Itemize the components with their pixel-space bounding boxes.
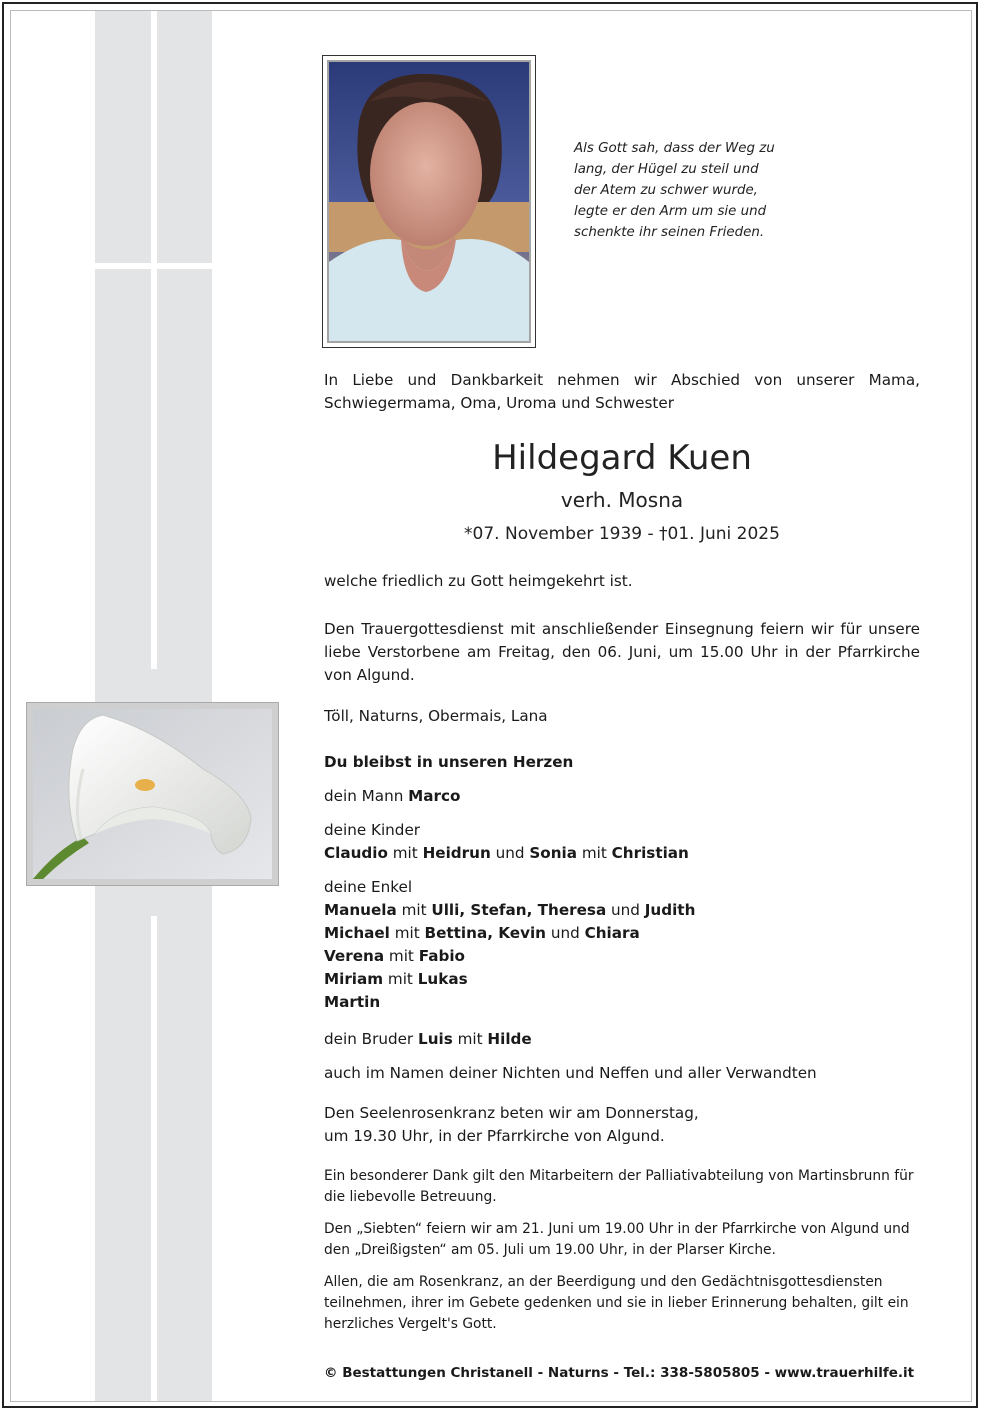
thanks-palliative: Ein besonderer Dank gilt den Mitarbeitern der Palliativabteilung von Martinsbrunn für die liebevolle Betreuung. [324, 1168, 914, 1205]
footer-credit: © Bestattungen Christanell - Naturns - Tel.: 338-5805805 - www.trauerhilfe.it [324, 1365, 915, 1381]
calla-lily-image [33, 709, 272, 879]
married-name: verh. Mosna [560, 488, 684, 512]
rosary-text: Den Seelenrosenkranz beten wir am Donnerstag, um 19.30 Uhr, in der Pfarrkirche von Algund. [324, 1104, 699, 1145]
husband-line: dein Mann Marco [324, 787, 461, 805]
heart-line: Du bleibst in unseren Herzen [324, 753, 574, 771]
relatives-line: auch im Namen deiner Nichten und Neffen und aller Verwandten [324, 1064, 817, 1082]
grandchildren-section: deine Enkel Manuela mit Ulli, Stefan, Theresa und Judith Michael mit Bettina, Kevin und Chiara Verena mit Fabio Miriam mit Lukas Martin [324, 878, 696, 1011]
flower-frame [26, 702, 279, 886]
brother-line: dein Bruder Luis mit Hilde [324, 1030, 532, 1048]
deceased-name: Hildegard Kuen [492, 438, 752, 478]
portrait-photo [329, 62, 529, 341]
poem-quote: Als Gott sah, dass der Weg zu lang, der Hügel zu steil und der Atem zu schwer wurde, legte er den Arm um sie und schenkte ihr seinen Frieden. [574, 141, 775, 240]
thanks-all: Allen, die am Rosenkranz, an der Beerdigung und den Gedächtnisgottesdiensten teilnehmen, ihrer im Gebete gedenken und sie in lieber Erinnerung behalten, gilt ein herzliches Vergelt's Gott. [324, 1274, 909, 1332]
portrait-frame [322, 55, 536, 348]
life-dates: *07. November 1939 - †01. Juni 2025 [464, 524, 780, 544]
service-text: Den Trauergottesdienst mit anschließender Einsegnung feiern wir für unsere liebe Verstorbene am Freitag, den 06. Juni, um 15.00 Uhr in der Pfarrkirche von Algund. [324, 620, 920, 684]
intro-text: In Liebe und Dankbarkeit nehmen wir Abschied von unserer Mama, Schwiegermama, Oma, Uroma und Schwester [324, 371, 920, 412]
places-text: Töll, Naturns, Obermais, Lana [324, 707, 548, 725]
children-section: deine Kinder Claudio mit Heidrun und Sonia mit Christian [324, 821, 689, 862]
peaceful-text: welche friedlich zu Gott heimgekehrt ist. [324, 572, 633, 590]
memorial-masses: Den „Siebten“ feiern wir am 21. Juni um 19.00 Uhr in der Pfarrkirche von Algund und den „Dreißigsten“ am 05. Juli um 19.00 Uhr, in der Plarser Kirche. [324, 1221, 910, 1258]
